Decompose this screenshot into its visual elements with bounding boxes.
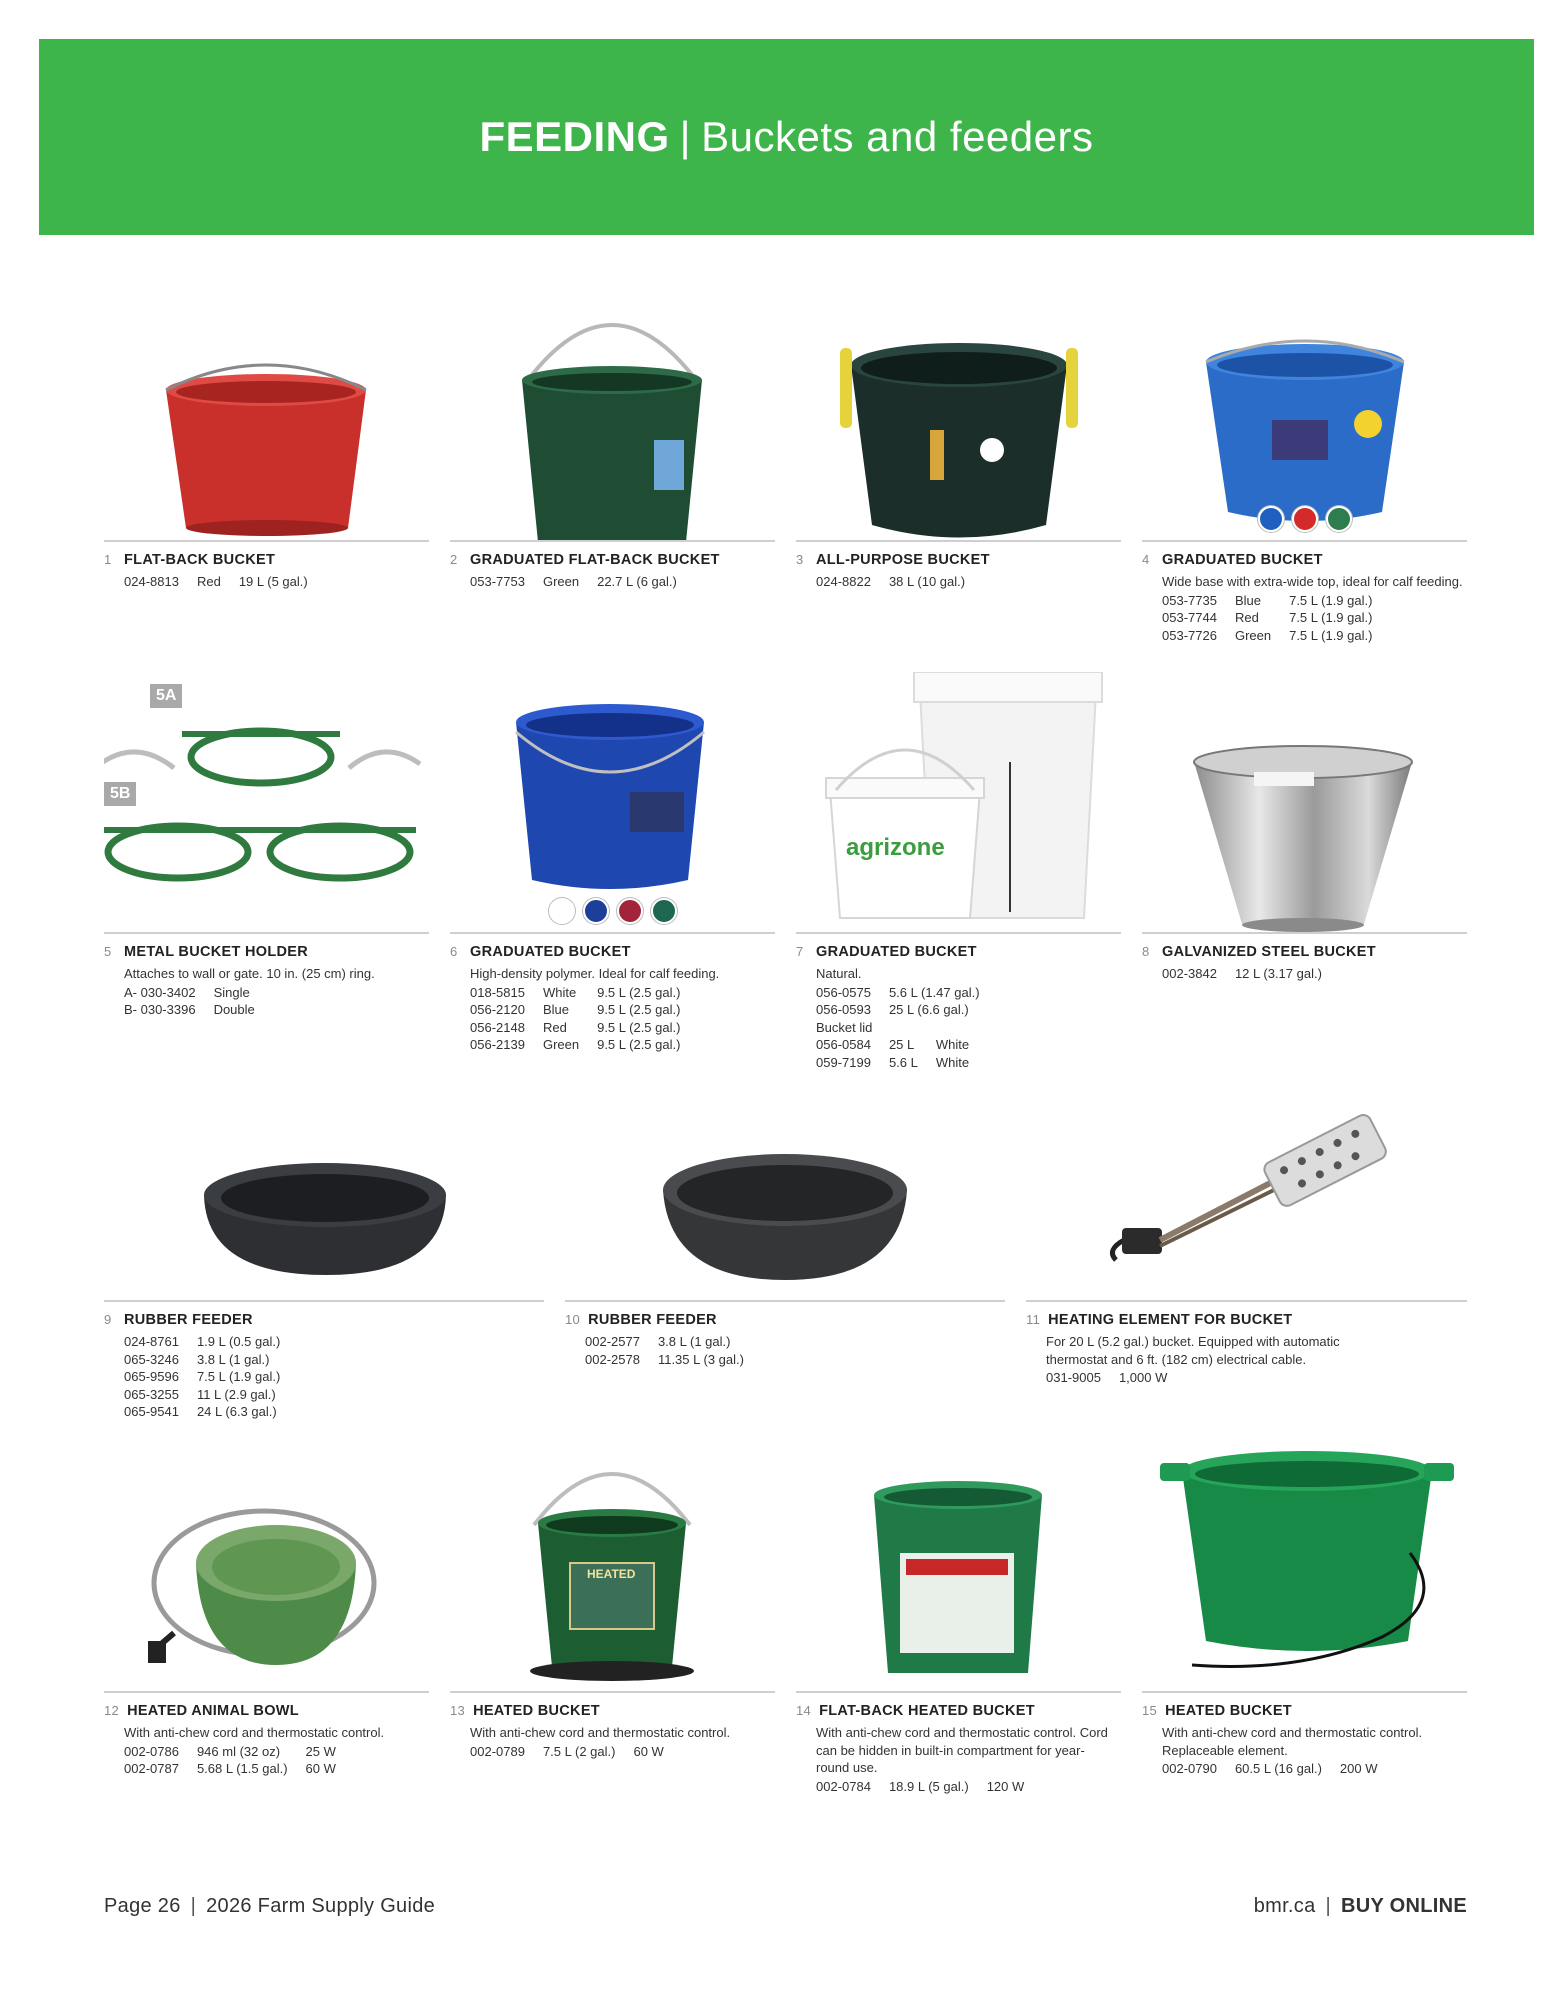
page-title-separator: | [679, 113, 692, 160]
product-14-number: 14 [796, 1703, 812, 1718]
product-7-sublabel: Bucket lid [816, 1019, 873, 1035]
product-9-capacity: 7.5 L (1.9 gal.) [196, 1369, 281, 1384]
product-6-swatch-blue[interactable] [583, 898, 609, 924]
product-6-capacity: 9.5 L (2.5 gal.) [597, 1002, 681, 1017]
product-11-number: 11 [1026, 1312, 1041, 1327]
product-11-title: HEATING ELEMENT FOR BUCKET [1048, 1312, 1293, 1328]
product-5-description: Attaches to wall or gate. 10 in. (25 cm) ring. [124, 966, 375, 981]
product-4-number: 4 [1142, 552, 1150, 567]
product-7-lid-color: White [935, 1037, 970, 1052]
product-13-number: 13 [450, 1703, 466, 1718]
product-8-image [1142, 672, 1467, 932]
product-9 [104, 1100, 544, 1421]
product-12-image [104, 1433, 429, 1691]
product-15-wattage: 200 W [1339, 1761, 1378, 1776]
product-12-capacity: 946 ml (32 oz) [196, 1743, 281, 1759]
product-7-capacity: 5.6 L (1.47 gal.) [888, 984, 980, 1000]
product-8-capacity: 12 L (3.17 gal.) [1234, 966, 1322, 981]
product-14-description: With anti-chew cord and thermostatic control. Cord can be hidden in built-in compartment for year-round use. [816, 1725, 1108, 1775]
product-4-sku: 053-7744 [1162, 610, 1217, 625]
product-7-title: GRADUATED BUCKET [816, 944, 977, 960]
product-5b-badge: 5B [104, 782, 136, 806]
product-7-sku: 056-0593 [816, 1002, 871, 1017]
product-10-image [565, 1100, 1005, 1300]
product-10-number: 10 [565, 1312, 581, 1327]
product-7-sku: 056-0575 [816, 984, 871, 1000]
product-10-title: RUBBER FEEDER [588, 1312, 717, 1328]
product-7-lid-size: 5.6 L [888, 1054, 918, 1070]
product-2-number: 2 [450, 552, 458, 567]
product-14-wattage: 120 W [986, 1778, 1025, 1794]
product-6-sku: 056-2139 [470, 1037, 525, 1052]
page-title-strong: FEEDING [479, 113, 670, 160]
product-14-capacity: 18.9 L (5 gal.) [888, 1778, 969, 1794]
product-5-number: 5 [104, 944, 112, 959]
product-4-swatch-red[interactable] [1292, 506, 1318, 532]
product-5-sku: B- 030-3396 [124, 1002, 196, 1017]
product-6-sku: 056-2148 [470, 1019, 525, 1035]
product-7-lid-sku: 056-0584 [816, 1037, 871, 1052]
product-5-image [104, 672, 429, 932]
product-14 [796, 1433, 1121, 1795]
page-number: Page 26 [104, 1895, 181, 1917]
product-5-title: METAL BUCKET HOLDER [124, 944, 308, 960]
product-12-wattage: 25 W [305, 1743, 336, 1759]
page-title-rest: Buckets and feeders [701, 113, 1094, 160]
product-5-type: Double [213, 1002, 255, 1017]
product-2-capacity: 22.7 L (6 gal.) [597, 574, 677, 589]
product-12-wattage: 60 W [305, 1761, 336, 1776]
product-5a-badge: 5A [150, 684, 182, 708]
product-10-sku: 002-2578 [585, 1351, 640, 1367]
product-15-sku: 002-0790 [1162, 1761, 1217, 1776]
product-4-sku: 053-7735 [1162, 592, 1217, 608]
product-13-title: HEATED BUCKET [473, 1703, 600, 1719]
product-14-sku: 002-0784 [816, 1778, 871, 1794]
product-12-title: HEATED ANIMAL BOWL [127, 1703, 299, 1719]
product-11-sku: 031-9005 [1046, 1370, 1101, 1385]
product-6-color: White [542, 984, 577, 1000]
product-9-capacity: 24 L (6.3 gal.) [196, 1404, 277, 1419]
product-6-number: 6 [450, 944, 458, 959]
product-4-color: Green [1234, 627, 1272, 643]
product-7-brand: agrizone [846, 834, 945, 861]
product-5 [104, 672, 429, 1019]
product-9-sku: 024-8761 [124, 1334, 179, 1349]
product-8-sku: 002-3842 [1162, 966, 1217, 981]
product-15 [1142, 1433, 1467, 1778]
product-9-capacity: 3.8 L (1 gal.) [196, 1351, 270, 1367]
product-3-image [796, 280, 1121, 540]
product-4-title: GRADUATED BUCKET [1162, 552, 1323, 568]
product-6-swatches [450, 898, 775, 924]
product-4-swatch-blue[interactable] [1258, 506, 1284, 532]
product-4-sku: 053-7726 [1162, 627, 1217, 643]
product-10-sku: 002-2577 [585, 1334, 640, 1349]
product-11-wattage: 1,000 W [1118, 1370, 1168, 1385]
header-banner [39, 39, 1534, 235]
product-15-image [1142, 1433, 1467, 1691]
product-6 [450, 672, 775, 1054]
product-7-capacity: 25 L (6.6 gal.) [888, 1002, 969, 1017]
product-3-title: ALL-PURPOSE BUCKET [816, 552, 990, 568]
product-4-capacity: 7.5 L (1.9 gal.) [1289, 610, 1373, 625]
product-7-image [796, 672, 1121, 932]
product-9-sku: 065-9596 [124, 1369, 179, 1384]
product-7-number: 7 [796, 944, 804, 959]
product-7-lid-size: 25 L [888, 1037, 915, 1052]
site-link[interactable]: bmr.ca [1253, 1895, 1316, 1917]
product-7-description: Natural. [816, 966, 862, 981]
product-7-lid-color: White [935, 1054, 970, 1070]
product-9-number: 9 [104, 1312, 112, 1327]
product-13-description: With anti-chew cord and thermostatic control. [470, 1725, 731, 1740]
product-13-label: HEATED [587, 1567, 636, 1581]
product-6-color: Red [542, 1019, 567, 1035]
product-13 [450, 1433, 775, 1760]
product-3-number: 3 [796, 552, 804, 567]
product-3 [796, 280, 1121, 591]
product-10-capacity: 11.35 L (3 gal.) [657, 1351, 744, 1367]
product-12-sku: 002-0787 [124, 1761, 179, 1776]
footer-left [104, 1895, 435, 1918]
product-13-sku: 002-0789 [470, 1743, 525, 1759]
product-4-color: Red [1234, 610, 1259, 625]
product-9-image [104, 1100, 544, 1300]
product-7 [796, 672, 1121, 1071]
product-3-capacity: 38 L (10 gal.) [888, 574, 966, 589]
product-14-image [796, 1433, 1121, 1691]
product-4-capacity: 7.5 L (1.9 gal.) [1289, 627, 1373, 643]
product-15-capacity: 60.5 L (16 gal.) [1234, 1761, 1322, 1776]
product-6-swatch-green[interactable] [651, 898, 677, 924]
product-12-sku: 002-0786 [124, 1743, 179, 1759]
product-9-capacity: 11 L (2.9 gal.) [196, 1386, 276, 1402]
product-4-image [1142, 280, 1467, 540]
product-9-sku: 065-9541 [124, 1404, 179, 1419]
product-1-title: FLAT-BACK BUCKET [124, 552, 276, 568]
product-2-title: GRADUATED FLAT-BACK BUCKET [470, 552, 720, 568]
product-4-swatches [1142, 506, 1467, 532]
product-2 [450, 280, 775, 591]
product-6-capacity: 9.5 L (2.5 gal.) [597, 1037, 681, 1052]
product-4 [1142, 280, 1467, 644]
product-8-title: GALVANIZED STEEL BUCKET [1162, 944, 1376, 960]
product-13-image [450, 1433, 775, 1691]
page-title [479, 113, 1093, 161]
product-2-sku: 053-7753 [470, 574, 525, 589]
product-12 [104, 1433, 429, 1778]
product-8 [1142, 672, 1467, 983]
product-12-capacity: 5.68 L (1.5 gal.) [196, 1761, 288, 1776]
product-3-sku: 024-8822 [816, 574, 871, 589]
product-1 [104, 280, 429, 591]
guide-title: 2026 Farm Supply Guide [206, 1895, 436, 1917]
product-4-color: Blue [1234, 592, 1261, 608]
product-9-sku: 065-3255 [124, 1386, 179, 1402]
product-15-number: 15 [1142, 1703, 1158, 1718]
product-10-capacity: 3.8 L (1 gal.) [657, 1334, 731, 1349]
product-15-title: HEATED BUCKET [1165, 1703, 1292, 1719]
product-11 [1026, 1100, 1467, 1387]
product-1-capacity: 19 L (5 gal.) [238, 574, 308, 589]
product-9-title: RUBBER FEEDER [124, 1312, 253, 1328]
product-15-description: With anti-chew cord and thermostatic control. Replaceable element. [1162, 1725, 1423, 1758]
product-8-number: 8 [1142, 944, 1150, 959]
product-2-image [450, 280, 775, 540]
product-1-image [104, 280, 429, 540]
product-13-wattage: 60 W [633, 1743, 664, 1759]
footer-right [1254, 1895, 1467, 1918]
product-12-description: With anti-chew cord and thermostatic control. [124, 1725, 385, 1740]
product-6-image [450, 672, 775, 932]
product-5-sku: A- 030-3402 [124, 984, 196, 1000]
product-6-swatch-white[interactable] [549, 898, 575, 924]
product-12-number: 12 [104, 1703, 120, 1718]
product-4-description: Wide base with extra-wide top, ideal for calf feeding. [1162, 574, 1463, 589]
product-9-capacity: 1.9 L (0.5 gal.) [196, 1334, 281, 1349]
product-6-swatch-red[interactable] [617, 898, 643, 924]
product-11-image [1026, 1100, 1467, 1300]
product-6-color: Blue [542, 1002, 569, 1017]
product-1-sku: 024-8813 [124, 574, 179, 589]
product-4-swatch-green[interactable] [1326, 506, 1352, 532]
product-6-capacity: 9.5 L (2.5 gal.) [597, 1019, 681, 1035]
product-1-color: Red [196, 574, 221, 589]
product-1-number: 1 [104, 552, 112, 567]
product-5-type: Single [213, 984, 250, 1000]
product-6-sku: 056-2120 [470, 1002, 525, 1017]
product-10 [565, 1100, 1005, 1368]
product-4-capacity: 7.5 L (1.9 gal.) [1289, 592, 1373, 608]
product-6-title: GRADUATED BUCKET [470, 944, 631, 960]
product-7-lid-sku: 059-7199 [816, 1054, 871, 1070]
product-6-sku: 018-5815 [470, 984, 525, 1000]
product-6-color: Green [542, 1037, 580, 1052]
product-11-description: For 20 L (5.2 gal.) bucket. Equipped with automatic thermostat and 6 ft. (182 cm) electrical cable. [1046, 1334, 1340, 1367]
product-9-sku: 065-3246 [124, 1351, 179, 1367]
product-6-capacity: 9.5 L (2.5 gal.) [597, 984, 681, 1000]
product-6-description: High-density polymer. Ideal for calf feeding. [470, 966, 720, 981]
footer-separator: | [190, 1895, 197, 1917]
footer-separator: | [1325, 1895, 1332, 1917]
product-13-capacity: 7.5 L (2 gal.) [542, 1743, 616, 1759]
product-2-color: Green [542, 574, 580, 589]
buy-online-link[interactable]: BUY ONLINE [1341, 1895, 1467, 1917]
product-14-title: FLAT-BACK HEATED BUCKET [819, 1703, 1035, 1719]
